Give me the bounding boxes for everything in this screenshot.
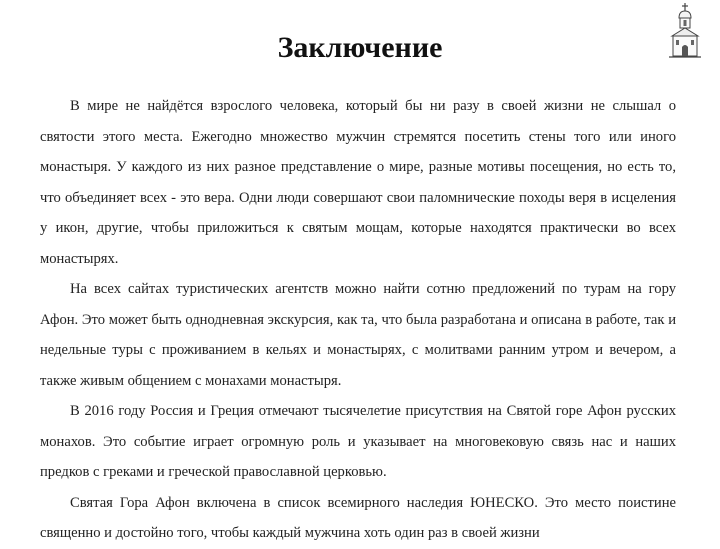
- slide-title: Заключение: [277, 31, 443, 64]
- paragraph: На всех сайтах туристических агентств можно найти сотню предложений по турам на гору Афон. Это может быть однодневная экскурсия, как та, что была разработана и описана в работе, так и недельные туры с проживанием в кельях и монастырях, с молитвами ранним утром и вечером, а также живым общением с монахами монастыря.: [40, 281, 676, 389]
- body-text: [40, 91, 676, 549]
- paragraph: Святая Гора Афон включена в список всемирного наследия ЮНЕСКО. Это место поистине священно и достойно того, чтобы каждый мужчина хоть один раз в своей жизни: [40, 494, 676, 541]
- church-icon: [664, 2, 706, 60]
- paragraph: В мире не найдётся взрослого человека, который бы ни разу в своей жизни не слышал о святости этого места. Ежегодно множество мужчин стремятся посетить стены того или иного монастыря. У каждого из них разное представление о мире, разные мотивы посещения, но есть то, что объединяет всех - это вера. Одни люди совершают свои паломнические походы веря в исцеления у икон, другие, чтобы приложиться к святым мощам, которые находятся практически во всех монастырях.: [40, 98, 676, 267]
- paragraph: В 2016 году Россия и Греция отмечают тысячелетие присутствия на Святой горе Афон русских монахов. Это событие играет огромную роль и указывает на многовековую связь нас и наших предков с греками и греческой православной церковью.: [40, 403, 676, 480]
